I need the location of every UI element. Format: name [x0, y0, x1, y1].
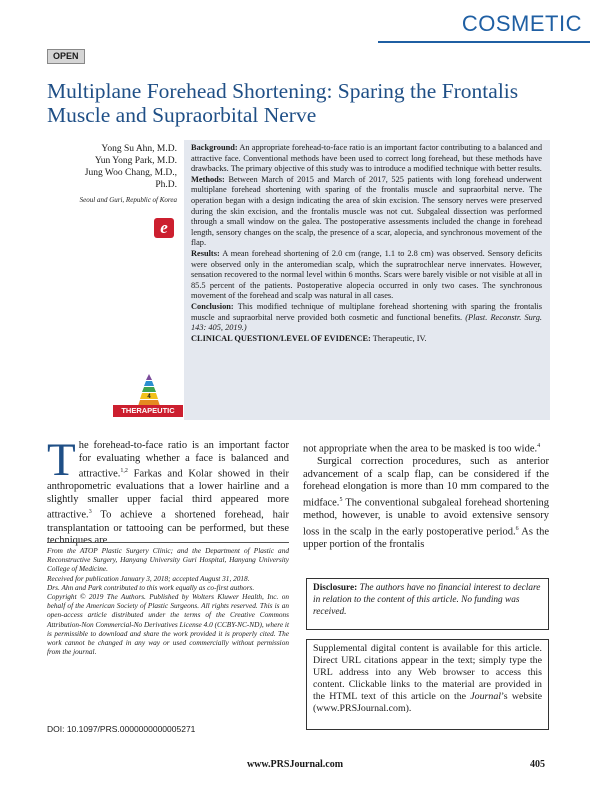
paragraph: Surgical correction procedures, such as anterior advancement of a scalp flap, can be considered if the forehead elongation is more than 10 mm compared to the midface.$^5$ The conventional subgaleal forehead shortening method, however, is unable to avoid extensive sensory loss in the scalp in the early postoperative period.$^6$ As the upper portion of the frontalis: [303, 456, 549, 550]
footnote-contribution: Drs. Ahn and Park contributed to this work equally as co-first authors.: [47, 582, 255, 592]
evidence-level-caption: THERAPEUTIC: [113, 405, 183, 417]
section-rule: [378, 41, 590, 43]
reference[interactable]: 5: [339, 496, 343, 503]
disclosure-heading: Disclosure:: [313, 583, 358, 593]
evidence-level-number: 4: [147, 394, 151, 400]
abstract-results: Results: A mean forehead shortening of 2.0 cm (range, 1.1 to 2.8 cm) was observed. Sensory deficits were observed only in the anteromedian scalp, which the supratrochlear nerve innervates. However, sensation recovered to the normal level within 6 months. Scars were barely visible or not visible at all in 85.5 percent of the patients. Postoperative alopecia occurred in only two cases. The synchronous movement of the forehead and scalp was natural in all cases.: [191, 248, 542, 301]
drop-cap: T: [47, 434, 76, 486]
paragraph: not appropriate when the area to be masked is too wide.$^4$: [303, 443, 541, 455]
author: Jung Woo Chang, M.D.,: [84, 168, 177, 178]
abstract-background: Background: An appropriate forehead-to-face ratio is an important factor contributing to a balanced and attractive face. Conventional methods have been used to correct long forehead, but these methods have drawbacks. The primary objective of this study was to introduce a modified technique with better results.: [191, 143, 542, 174]
disclosure-box: [306, 578, 549, 630]
footnote-received: Received for publication January 3, 2018; accepted August 31, 2018.: [47, 573, 250, 583]
open-access-badge: OPEN: [47, 49, 85, 64]
online-content-icon[interactable]: e: [154, 218, 174, 238]
citation: (Plast. Reconstr. Surg. 143: 405, 2019.): [191, 312, 542, 333]
author-list: [47, 143, 177, 191]
abstract-conclusion: Conclusion: This modified technique of multiplane forehead shortening with sparing the frontalis muscle and supraorbital nerve provided both cosmetic and functional benefits. (Plast. Reconstr. Surg. 143: 405, 2019.): [191, 301, 542, 333]
evidence-pyramid-icon: [138, 374, 160, 406]
article-title: Multiplane Forehead Shortening: Sparing the Frontalis Muscle and Supraorbital Nerve: [47, 79, 519, 127]
abstract-box: [184, 140, 550, 420]
doi-link[interactable]: DOI: 10.1097/PRS.0000000000005271: [47, 724, 196, 734]
body-text-right: [303, 440, 549, 551]
section-label: COSMETIC: [461, 11, 582, 36]
author: Yun Yong Park, M.D.: [94, 156, 177, 166]
abstract-methods: Methods: Between March of 2015 and March of 2017, 525 patients with long forehead underwent multiplane forehead shortening with sparing of the frontalis muscle and supraorbital nerve. The operation began with a design indicating the area of skin excision. The sensory nerves were preserved during the skin excision, and the frontalis muscle was not cut. Subgaleal dissection was performed through a small window on the galea. The postoperative assessments included the change in forehead length, sensory changes on the scalp, the presence of a scar, alopecia, and synchronous movement of the flap.: [191, 174, 542, 248]
disclosure-text: The authors have no financial interest to declare in relation to the content of this article. No funding was received.: [313, 583, 541, 617]
footnote-copyright: Copyright © 2019 The Authors. Published by Wolters Kluwer Health, Inc. on behalf of the American Society of Plastic Surgeons. All rights reserved. This is an open-access article distributed under the terms of the Creative Commons Attribution-Non Commercial-No Derivatives License 4.0 (CCBY-NC-ND), where it is permissible to download and share the work provided it is properly cited. The work cannot be changed in any way or used commercially without permission from the journal.: [47, 592, 289, 657]
affiliation: Seoul and Guri, Republic of Korea: [79, 196, 177, 204]
abstract-clinical-question: CLINICAL QUESTION/LEVEL OF EVIDENCE: Therapeutic, IV.: [191, 333, 427, 343]
author: Ph.D.: [155, 180, 177, 190]
page-number: 405: [530, 759, 545, 770]
footer-journal-url[interactable]: www.PRSJournal.com: [246, 759, 344, 770]
reference[interactable]: 6: [515, 525, 519, 532]
body-text-left: The forehead-to-face ratio is an important factor for evaluating whether a face is balanced and attractive.$^{1,2}$ Farkas and Kolar showed in their anthropometric evaluations that a lower hairline and a slightly smaller upper facial third appeared more attractive.$^3$ To achieve a shortened forehead, hair transplantation or tattooing can be performed, but these techniques are: [47, 434, 289, 547]
section-header: [378, 8, 590, 48]
supplemental-box: Supplemental digital content is available for this article. Direct URL citations appear in the text; simply type the URL address into any Web browser to access this content. Clickable links to the material are provided in the HTML text of this article on the Journal’s website (www.PRSJournal.com).: [306, 639, 549, 730]
footnote-from: From the ATOP Plastic Surgery Clinic; and the Department of Plastic and Reconstructive Surgery, Hanyang University Guri Hospital, Hanyang University College of Medicine.: [47, 546, 289, 574]
reference[interactable]: 3: [88, 509, 92, 516]
reference[interactable]: 1,2: [120, 468, 128, 475]
article-footnotes: [47, 546, 289, 656]
reference[interactable]: 4: [537, 443, 541, 449]
author: Yong Su Ahn, M.D.: [101, 144, 177, 154]
footnote-divider: [47, 542, 289, 543]
